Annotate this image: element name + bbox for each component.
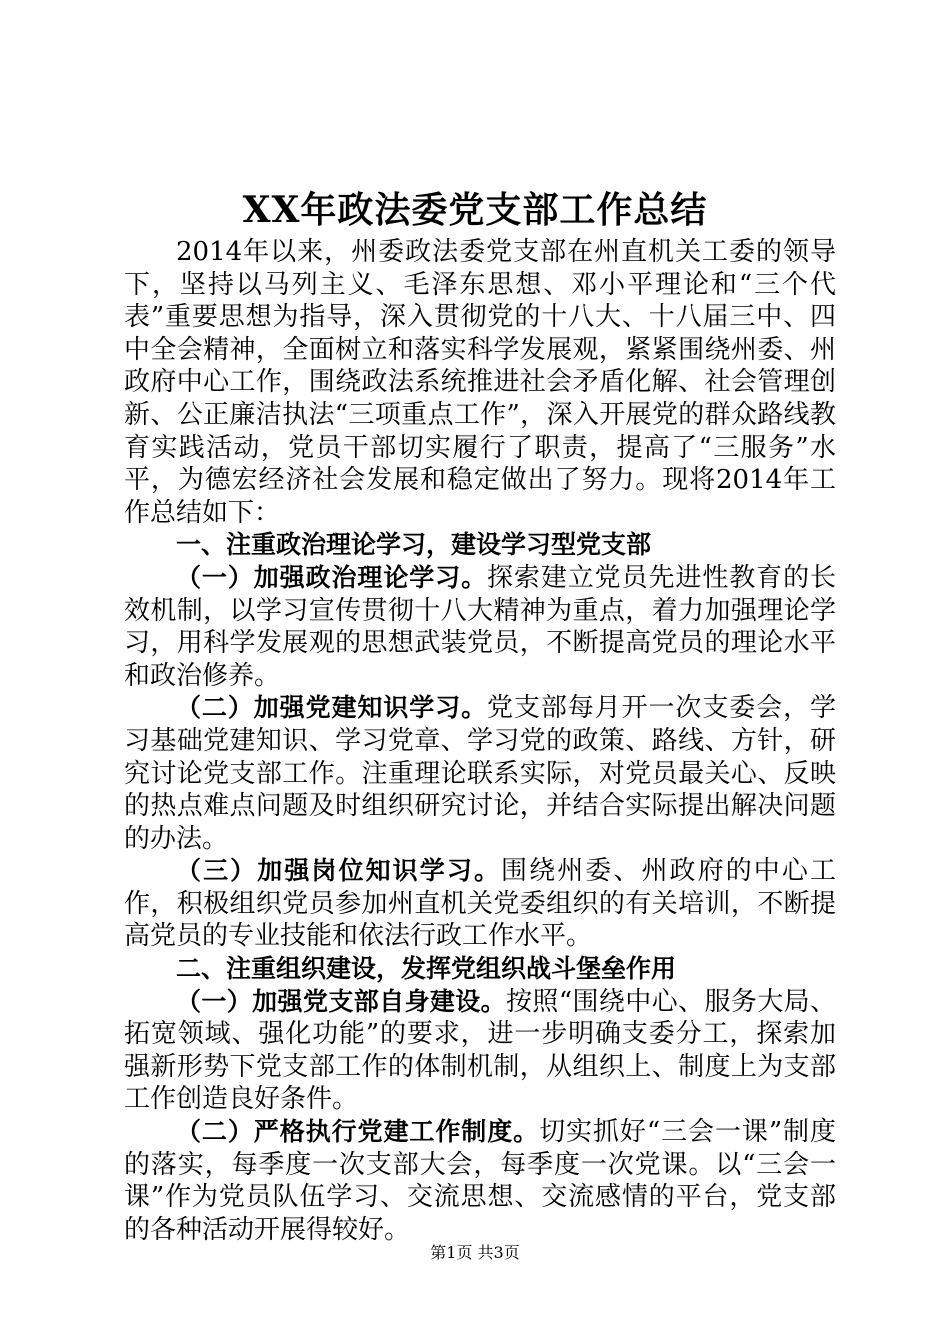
page-footer: 第1页 共3页 [430, 1243, 520, 1262]
item-body: 党支部每月开一次支委会，学习基础党建知识、学习党章、学习党的政策、路线、方针，研究讨论党支部工作。注重理论联系实际，对党员最关心、反映的热点难点问题及时组织研究讨论，并结合实际提出解决问题的办法。 [124, 693, 836, 854]
item-lead: （一）加强政治理论学习。 [176, 562, 487, 592]
section-item [124, 562, 836, 692]
document-body [124, 236, 836, 1246]
item-lead: （二）加强党建知识学习。 [176, 693, 487, 723]
item-body: 按照“围绕中心、服务大局、拓宽领域、强化功能”的要求，进一步明确支委分工，探索加强新形势下党支部工作的体制机制，从组织上、制度上为支部工作创造良好条件。 [124, 986, 836, 1115]
section-item [124, 986, 836, 1116]
section-item [124, 692, 836, 855]
item-body: 切实抓好“三会一课”制度的落实，每季度一次支部大会，每季度一次党课。以“三会一课”作为党员队伍学习、交流思想、交流感情的平台，党支部的各种活动开展得较好。 [124, 1117, 836, 1245]
item-body: 围绕州委、州政府的中心工作，积极组织党员参加州直机关党委组织的有关培训，不断提高党员的专业技能和依法行政工作水平。 [124, 856, 836, 952]
section-heading: 一、注重政治理论学习，建设学习型党支部 [176, 530, 652, 560]
item-lead: （二）严格执行党建工作制度。 [176, 1117, 540, 1147]
section-item [124, 1116, 836, 1246]
item-body: 探索建立党员先进性教育的长效机制，以学习宣传贯彻十八大精神为重点，着力加强理论学习，用科学发展观的思想武装党员，不断提高党员的理论水平和政治修养。 [124, 562, 836, 691]
document-title: XX年政法委党支部工作总结 [242, 189, 708, 231]
section-item [124, 855, 836, 953]
item-lead: （三）加强岗位知识学习。 [176, 856, 502, 886]
intro-paragraph: 2014年以来，州委政法委党支部在州直机关工委的领导下，坚持以马列主义、毛泽东思想、邓小平理论和“三个代表”重要思想为指导，深入贯彻党的十八大、十八届三中、四中全会精神，全面树立和落实科学发展观，紧紧围绕州委、州政府中心工作，围绕政法系统推进社会矛盾化解、社会管理创新、公正廉洁执法“三项重点工作”，深入开展党的群众路线教育实践活动，党员干部切实履行了职责，提高了“三服务”水平，为德宏经济社会发展和稳定做出了努力。现将2014年工作总结如下： [124, 237, 836, 528]
item-lead: （一）加强党支部自身建设。 [176, 986, 507, 1016]
section-heading: 二、注重组织建设，发挥党组织战斗堡垒作用 [176, 954, 677, 984]
